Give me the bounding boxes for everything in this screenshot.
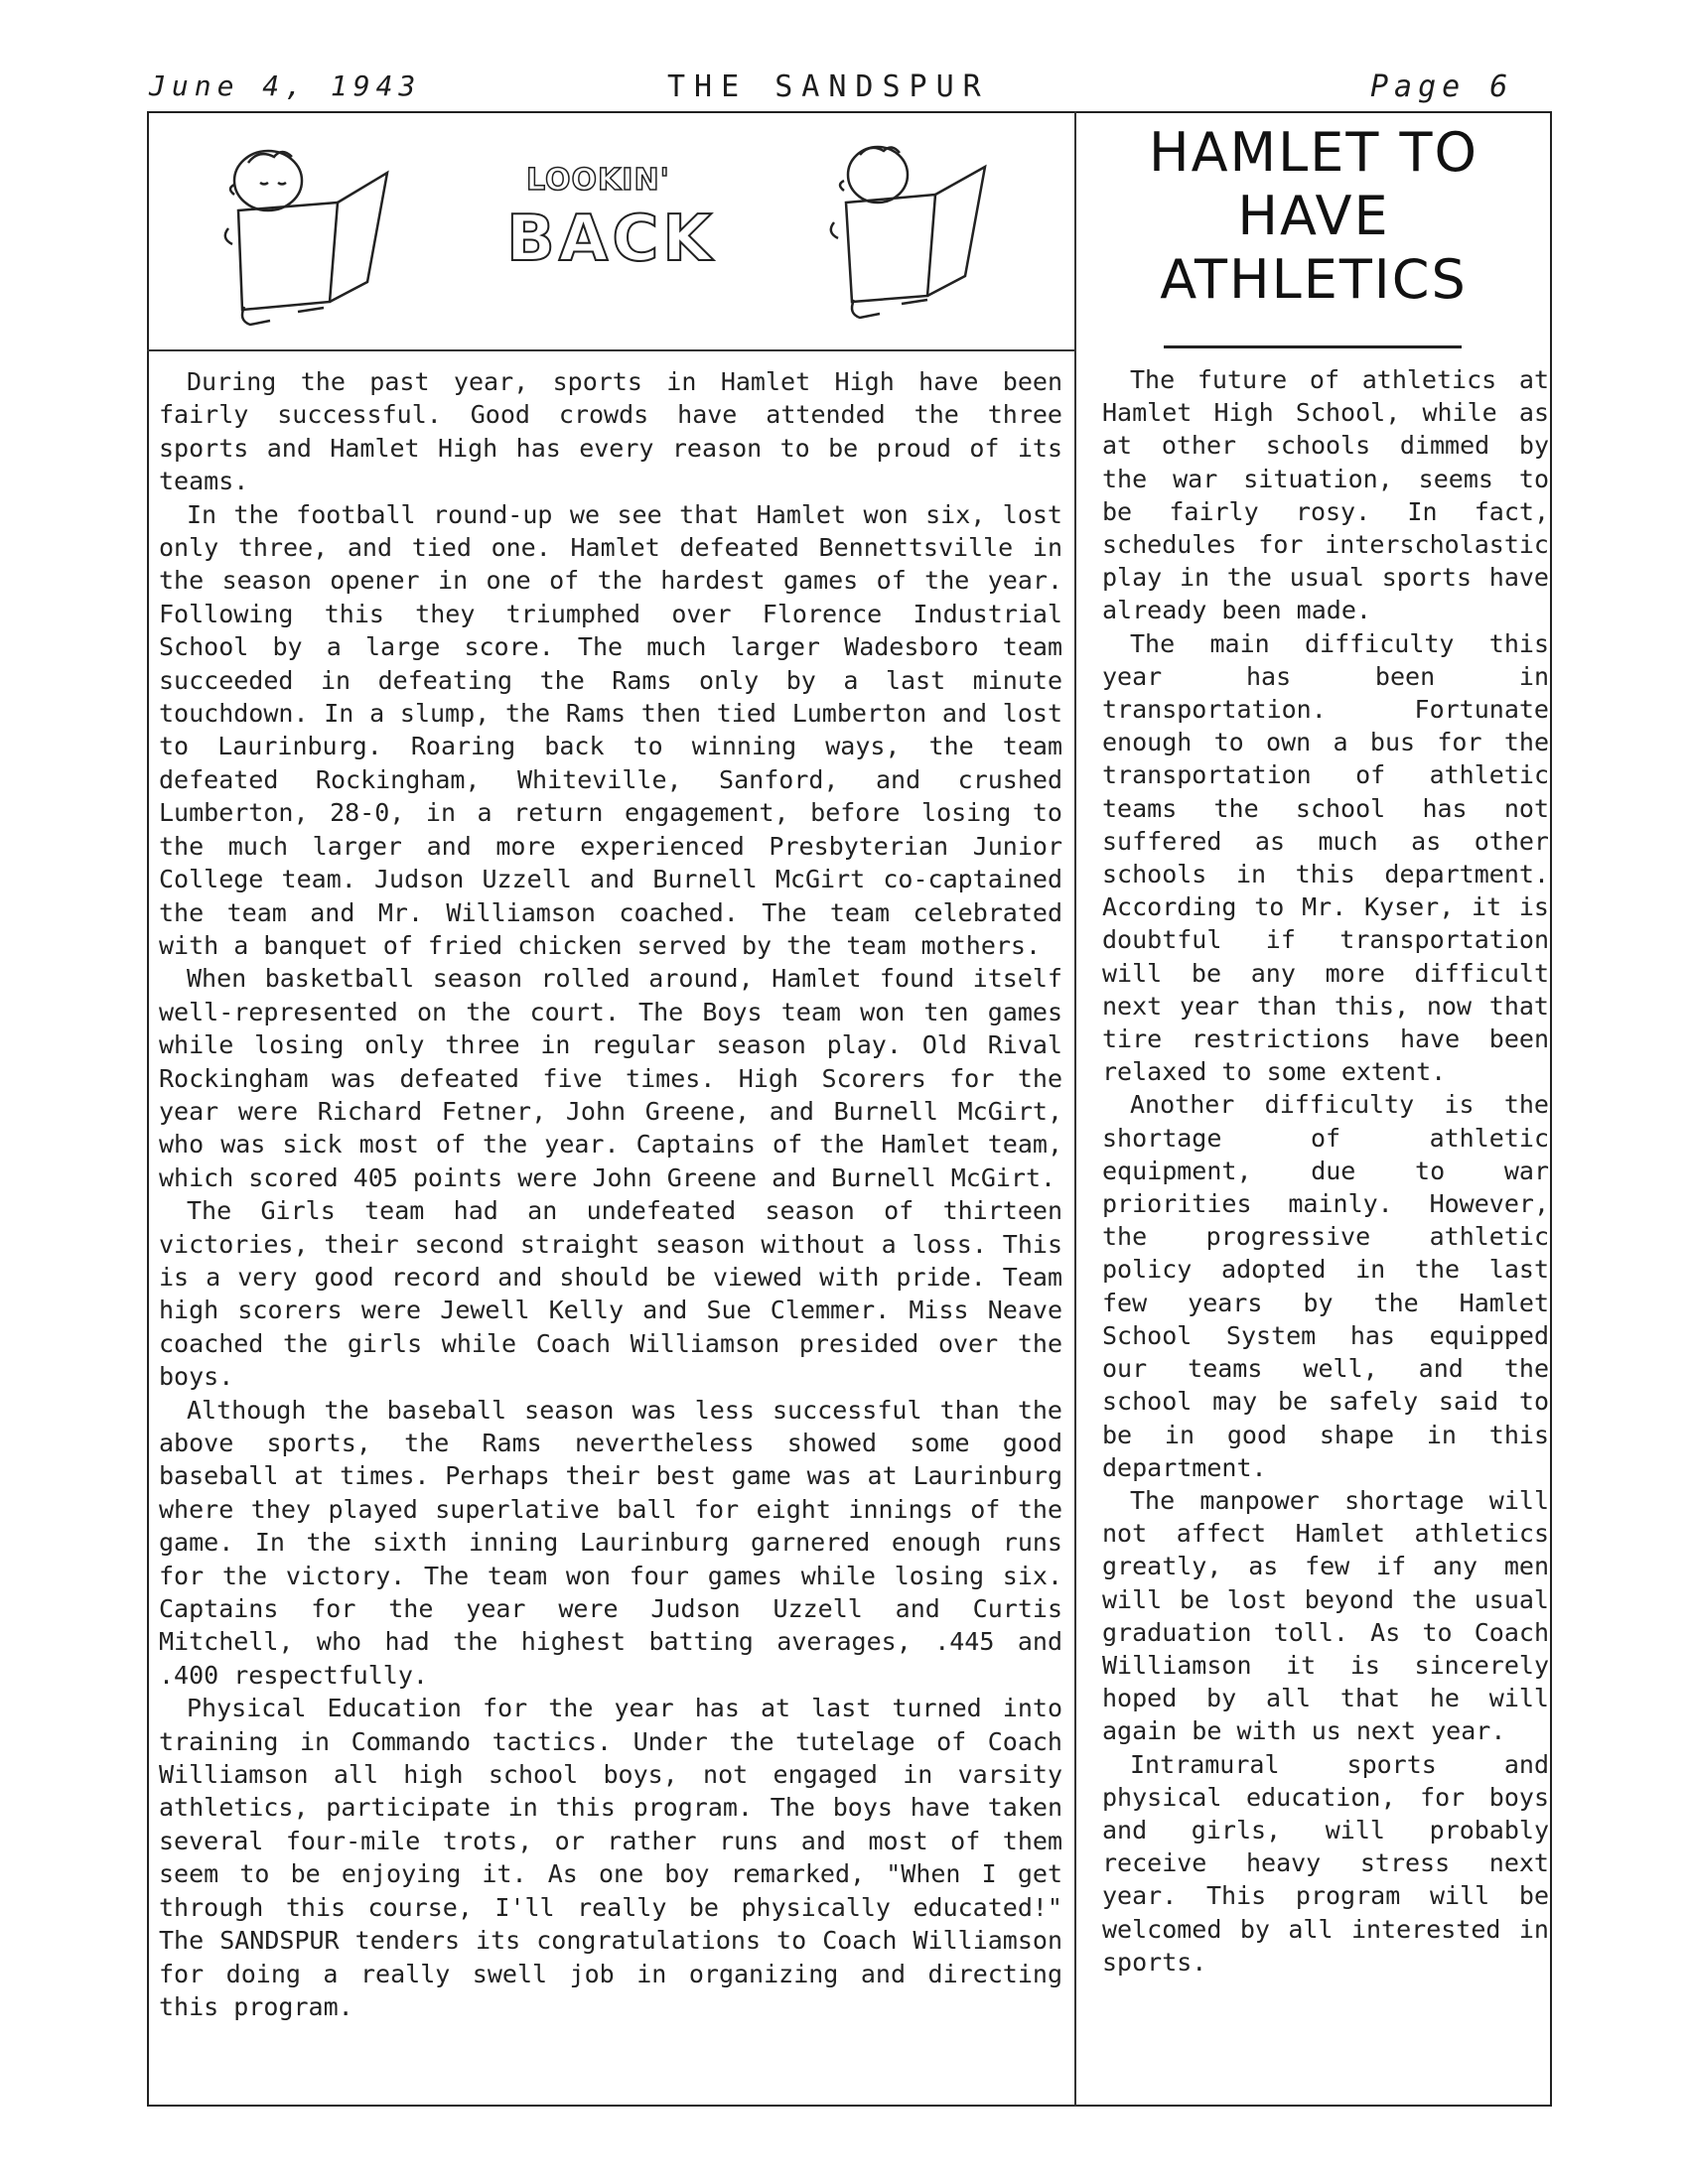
page-number: Page 6 xyxy=(1370,69,1514,104)
headline-line: HAMLET TO xyxy=(1149,121,1478,184)
article-paragraph: The manpower shortage will not affect Hamlet athletics greatly, as few if any men will be lost beyond the usual graduation toll. As to Coach Williamson it is sincerely hoped by all that he will again be with us next year. xyxy=(1102,1485,1549,1746)
headline-rule xyxy=(1164,345,1462,348)
article-paragraph: The main difficulty this year has been in transportation. Fortunate enough to own a bus for the transportation of athletic teams the school has not suffered as much as other schools in this department. According to Mr. Kyser, it is doubtful if transportation will be any more difficult next year than this, now that tire restrictions have been relaxed to some extent. xyxy=(1102,628,1549,1087)
article-paragraph: Intramural sports and physical education, for boys and girls, will probably receive heavy stress next year. This program will be welcomed by all interested in sports. xyxy=(1102,1749,1549,1977)
headline-line: HAVE xyxy=(1237,185,1390,247)
column-divider xyxy=(1074,111,1076,2107)
article-paragraph: When basketball season rolled around, Hamlet found itself well-represented on the court. The Boys team won ten games while losing only three in regular season play. Old Rival Rockingham was defeated five times. High Scorers for the year were Richard Fetner, John Greene, and Burnell McGirt, who was sick most of the year. Captains of the Hamlet team, which scored 405 points were John Greene and Burnell McGirt. xyxy=(159,964,1062,1192)
athletics-headline xyxy=(1090,121,1537,312)
reading-child-right-icon xyxy=(824,133,1003,332)
article-paragraph: The Girls team had an undefeated season of thirteen victories, their second straight season without a loss. This is a very good record and should be viewed with pride. Team high scorers were Jewell Kelly and Sue Clemmer. Miss Neave coached the girls while Coach Williamson presided over the boys. xyxy=(159,1196,1062,1392)
newspaper-title: THE SANDSPUR xyxy=(667,69,990,104)
lookin-back-article xyxy=(159,365,1062,2023)
article-paragraph: Another difficulty is the shortage of athletic equipment, due to war priorities mainly. However, the progressive athletic policy adopted in the last few years by the Hamlet School System has equipped our teams well, and the school may be safely said to be in good shape in this department. xyxy=(1102,1090,1549,1482)
article-paragraph: During the past year, sports in Hamlet High have been fairly successful. Good crowds have attended the three sports and Hamlet High has every reason to be proud of its teams. xyxy=(159,367,1062,496)
banner-big-text: BACK xyxy=(506,203,716,276)
issue-date: June 4, 1943 xyxy=(149,69,422,102)
athletics-article xyxy=(1102,363,1549,1979)
banner-divider xyxy=(147,349,1075,351)
article-paragraph: Although the baseball season was less successful than the above sports, the Rams nevertheless showed some good baseball at times. Perhaps their best game was at Laurinburg where they played superlative ball for eight innings of the game. In the sixth inning Laurinburg garnered enough runs for the victory. The team won four games while losing six. Captains for the year were Judson Uzzell and Curtis Mitchell, who had the highest batting averages, .445 and .400 respectfully. xyxy=(159,1395,1062,1690)
banner-small-text: LOOKIN' xyxy=(526,163,670,198)
article-paragraph: Physical Education for the year has at last turned into training in Commando tactics. Under the tutelage of Coach Williamson all high school boys, not engaged in varsity athletics, participate in this program. The boys have taken several four-mile trots, or rather runs and most of them seem to be enjoying it. As one boy remarked, "When I get through this course, I'll really be physically educated!" The SANDSPUR tenders its congratulations to Coach Williamson for doing a really swell job in organizing and directing this program. xyxy=(159,1694,1062,2021)
lookin-back-banner xyxy=(149,113,1072,347)
article-paragraph: The future of athletics at Hamlet High School, while as at other schools dimmed by the war situation, seems to be fairly rosy. In fact, schedules for interscholastic play in the usual sports have already been made. xyxy=(1102,365,1549,625)
headline-line: ATHLETICS xyxy=(1160,248,1468,311)
reading-child-left-icon xyxy=(218,133,397,332)
article-paragraph: In the football round-up we see that Hamlet won six, lost only three, and tied one. Hamlet defeated Bennettsville in the season opener in one of the hardest games of the year. Following this they triumphed over Florence Industrial School by a large score. The much larger Wadesboro team succeeded in defeating the Rams only by a last minute touchdown. In a slump, the Rams then tied Lumberton and lost to Laurinburg. Roaring back to winning ways, the team defeated Rockingham, Whiteville, Sanford, and crushed Lumberton, 28-0, in a return engagement, before losing to the much larger and more experienced Presbyterian Junior College team. Judson Uzzell and Burnell McGirt co-captained the team and Mr. Williamson coached. The team celebrated with a banquet of fried chicken served by the team mothers. xyxy=(159,499,1062,960)
